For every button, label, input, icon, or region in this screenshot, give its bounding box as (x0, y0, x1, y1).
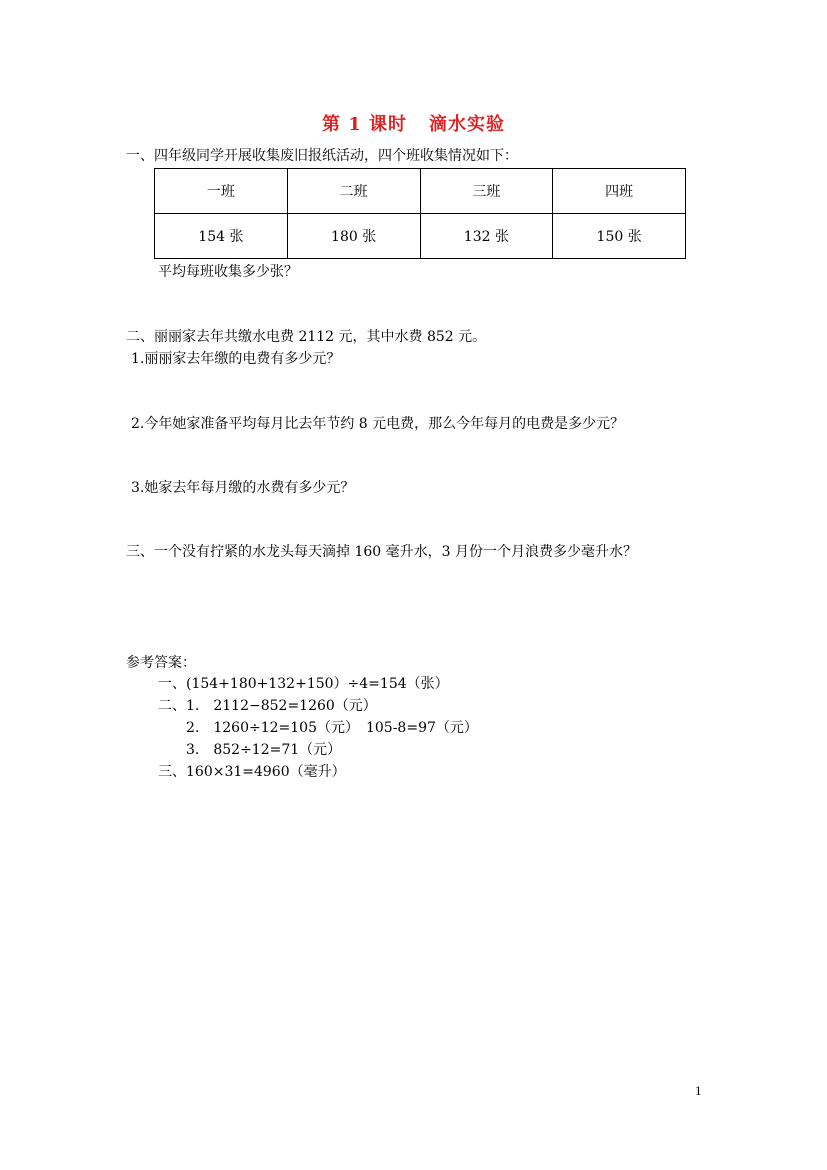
table-row (155, 214, 686, 259)
collection-table (154, 168, 686, 259)
table-cell: 154 张 (155, 214, 288, 259)
table-header-cell: 一班 (155, 169, 288, 214)
answer-1: 一、(154+180+132+150）÷4=154（张） (158, 676, 449, 692)
question-1-text: 一、四年级同学开展收集废旧报纸活动，四个班收集情况如下： (126, 148, 518, 164)
question-2-sub-2: 2.今年她家准备平均每月比去年节约 8 元电费，那么今年每月的电费是多少元？ (131, 416, 625, 432)
table-header-cell: 二班 (287, 169, 420, 214)
answer-2-3: 3. 852÷12=71（元） (186, 742, 342, 758)
table-cell: 150 张 (553, 214, 686, 259)
table-cell: 132 张 (420, 214, 553, 259)
answers-heading: 参考答案： (126, 655, 196, 671)
answer-2-2: 2. 1260÷12=105（元） 105-8=97（元） (186, 720, 478, 736)
lesson-name: 滴水实验 (429, 114, 506, 135)
answer-3: 三、160×31=4960（毫升） (158, 764, 346, 780)
question-3-text: 三、一个没有拧紧的水龙头每天滴掉 160 毫升水，3 月份一个月浪费多少毫升水？ (126, 544, 637, 560)
lesson-number: 第 1 课时 (321, 114, 408, 135)
table-header-cell: 四班 (553, 169, 686, 214)
page-title (0, 110, 827, 136)
answer-2-1: 二、1. 2112−852=1260（元） (158, 698, 377, 714)
question-1-ask: 平均每班收集多少张？ (158, 264, 298, 280)
table-header-cell: 三班 (420, 169, 553, 214)
question-2-text: 二、丽丽家去年共缴水电费 2112 元，其中水费 852 元。 (126, 329, 487, 345)
table-cell: 180 张 (287, 214, 420, 259)
table-header-row (155, 169, 686, 214)
question-2-sub-1: 1.丽丽家去年缴的电费有多少元？ (131, 351, 341, 367)
question-2-sub-3: 3.她家去年每月缴的水费有多少元？ (131, 480, 355, 496)
page-number: 1 (695, 1083, 702, 1098)
